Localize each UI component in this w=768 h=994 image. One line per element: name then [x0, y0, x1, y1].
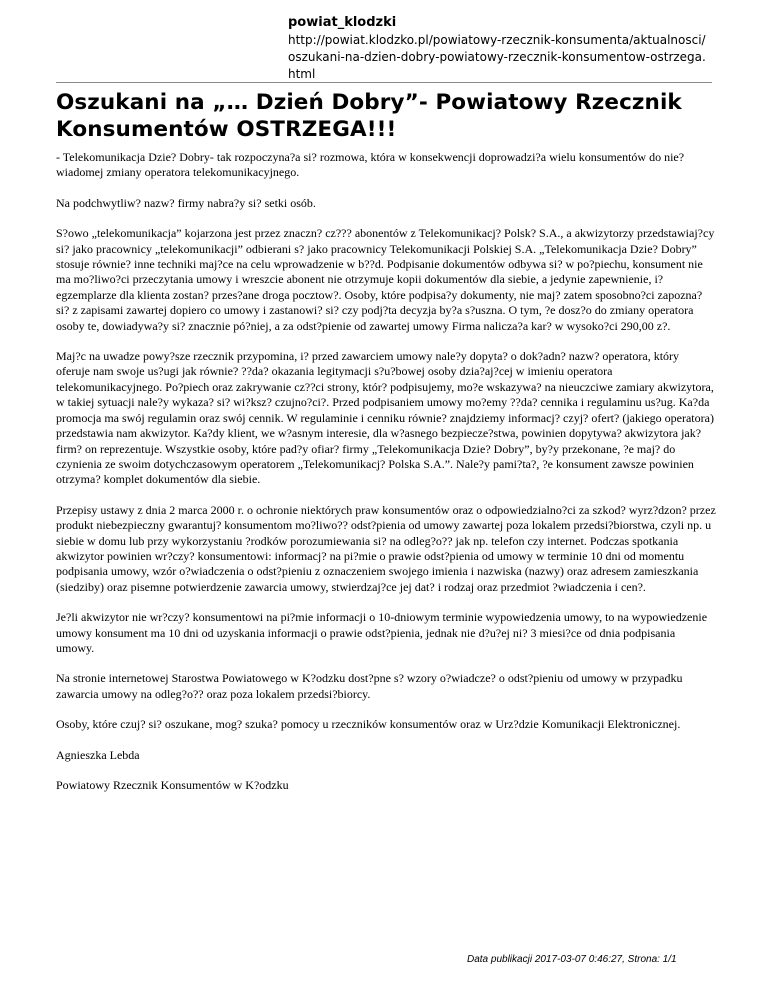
paragraph-7: Na stronie internetowej Starostwa Powiatowego w K?odzku dost?pne s? wzory o?wiadcze? o odst?pieniu od umowy w przypadku zawarcia umowy na odleg?o?? oraz poza lokalem przedsi?biorcy.	[56, 671, 683, 701]
article-title: Oszukani na „… Dzień Dobry”- Powiatowy Rzecznik Konsumentów OSTRZEGA!!!	[56, 90, 682, 142]
paragraph-2: Na podchwytliw? nazw? firmy nabra?y si? setki osób.	[56, 195, 316, 210]
paragraph-1: - Telekomunikacja Dzie? Dobry- tak rozpoczyna?a si? rozmowa, która w konsekwencji doprowadzi?a wielu konsumentów do nie?wiadomej zmiany operatora telekomunikacyjnego.	[56, 150, 685, 180]
paragraph-4: Maj?c na uwadze powy?sze rzecznik przypomina, i? przed zawarciem umowy nale?y dopyta? o dok?adn? nazw? operatora, który oferuje nam swoje us?ugi jak równie? ??da? okazania legitymacji s?u?bowej osoby dzia?aj?cej w imieniu operatora telekomunikacyjnego. Po?piech oraz zakrywanie cz??ci strony, któr? podpisujemy, mo?e wskazywa? na nieuczciwe zamiary akwizytora, w takiej sytuacji nale?y wykaza? si? wi?ksz? czujno?ci?. Przed podpisaniem umowy mo?emy ??da? cennika i regulaminu us?ug. Ka?da promocja ma swój regulamin oraz swój cennik. W regulaminie i cenniku równie? znajdziemy informacj? czyj? ofert? (jakiego operatora) przedstawia nam akwizytor. Ka?dy klient, we w?asnym interesie, dla w?asnego bezpiecze?stwa, powinien dopytywa? akwizytora jak? firm? on reprezentuje. Wszystkie osoby, które pad?y ofiar? firmy „Telekomunikacja Dzie? Dobry”, by?y przekonane, ?e maj? do czynienia ze swoim dotychczasowym operatorem „Telekomunikacj? Polska S.A.”. Nale?y pami?ta?, ?e konsument zawsze powinien otrzyma? komplet dokumentów dla siebie.	[56, 349, 714, 487]
paragraph-6: Je?li akwizytor nie wr?czy? konsumentowi na pi?mie informacji o 10-dniowym terminie wypowiedzenia umowy, to na wypowiedzenie umowy konsument ma 10 dni od uzyskania informacji o prawie odst?pienia, jednak nie d?u?ej ni? 3 miesi?ce od dnia podpisania umowy.	[56, 610, 708, 655]
page-header	[288, 14, 708, 83]
paragraph-3: S?owo „telekomunikacja” kojarzona jest przez znaczn? cz??? abonentów z Telekomunikacj? Polsk? S.A., a akwizytorzy przedstawiaj?cy si? jako pracownicy „telekomunikacji” odbierani s? jako pracownicy Telekomunikacji Polskiej S.A. „Telekomunikacja Dzie? Dobry” stosuje równie? inne techniki maj?ce na celu wprowadzenie w b??d. Podpisanie dokumentów odbywa si? w po?piechu, konsument nie ma mo?liwo?ci przeczytania umowy i wreszcie abonent nie otrzymuje kopii dokumentów dla siebie, a jedynie zapewnienie, i? egzemplarze dla klienta zostan? przes?ane droga pocztow?. Osoby, które podpisa?y dokumenty, nie maj? zatem sposobno?ci zapozna? si? z zapisami zawartej dopiero co umowy i zastanowi? si? czy podj?ta decyzja by?a s?uszna. O tym, ?e dosz?o do zmiany operatora osoby te, dowiadywa?y si? znacznie pó?niej, a za odst?pienie od zawartej umowy Firma nalicza?a kar? w wysoko?ci 290,00 z?.	[56, 226, 715, 333]
article-body	[56, 150, 716, 808]
site-name: powiat_klodzki	[288, 15, 397, 30]
author-role: Powiatowy Rzecznik Konsumentów w K?odzku	[56, 778, 289, 792]
paragraph-8: Osoby, które czuj? si? oszukane, mog? szuka? pomocy u rzeczników konsumentów oraz w Urz?dzie Komunikacji Elektronicznej.	[56, 717, 681, 732]
source-url[interactable]: http://powiat.klodzko.pl/powiatowy-rzecznik-konsumenta/aktualnosci/oszukani-na-dzien-dobry-powiatowy-rzecznik-konsumentow-ostrzega.html	[288, 33, 706, 81]
publication-footer: Data publikacji 2017-03-07 0:46:27, Strona: 1/1	[467, 954, 677, 965]
paragraph-5: Przepisy ustawy z dnia 2 marca 2000 r. o ochronie niektórych praw konsumentów oraz o odpowiedzialno?ci za szkod? wyrz?dzon? przez produkt niebezpieczny gwarantuj? konsumentom mo?liwo?? odst?pienia od umowy zawartej poza lokalem przedsi?biorstwa, czyli np. u siebie w domu lub przy wykorzystaniu ?rodków porozumiewania si? na odleg?o?? jak np. telefon czy internet. Podczas spotkania akwizytor powinien wr?czy? konsumentowi: informacj? na pi?mie o prawie odst?pienia od umowy w terminie 10 dni od momentu podpisania umowy, wzór o?wiadczenia o odst?pieniu z oznaczeniem swojego imienia i nazwiska (nazwy) oraz adresem zamieszkania (siedziby) oraz pisemne potwierdzenie zawarcia umowy, stwierdzaj?ce jej dat? i rodzaj oraz przedmiot ?wiadczenia i cen?.	[56, 502, 716, 594]
author-name: Agnieszka Lebda	[56, 747, 140, 762]
header-divider	[56, 82, 712, 83]
